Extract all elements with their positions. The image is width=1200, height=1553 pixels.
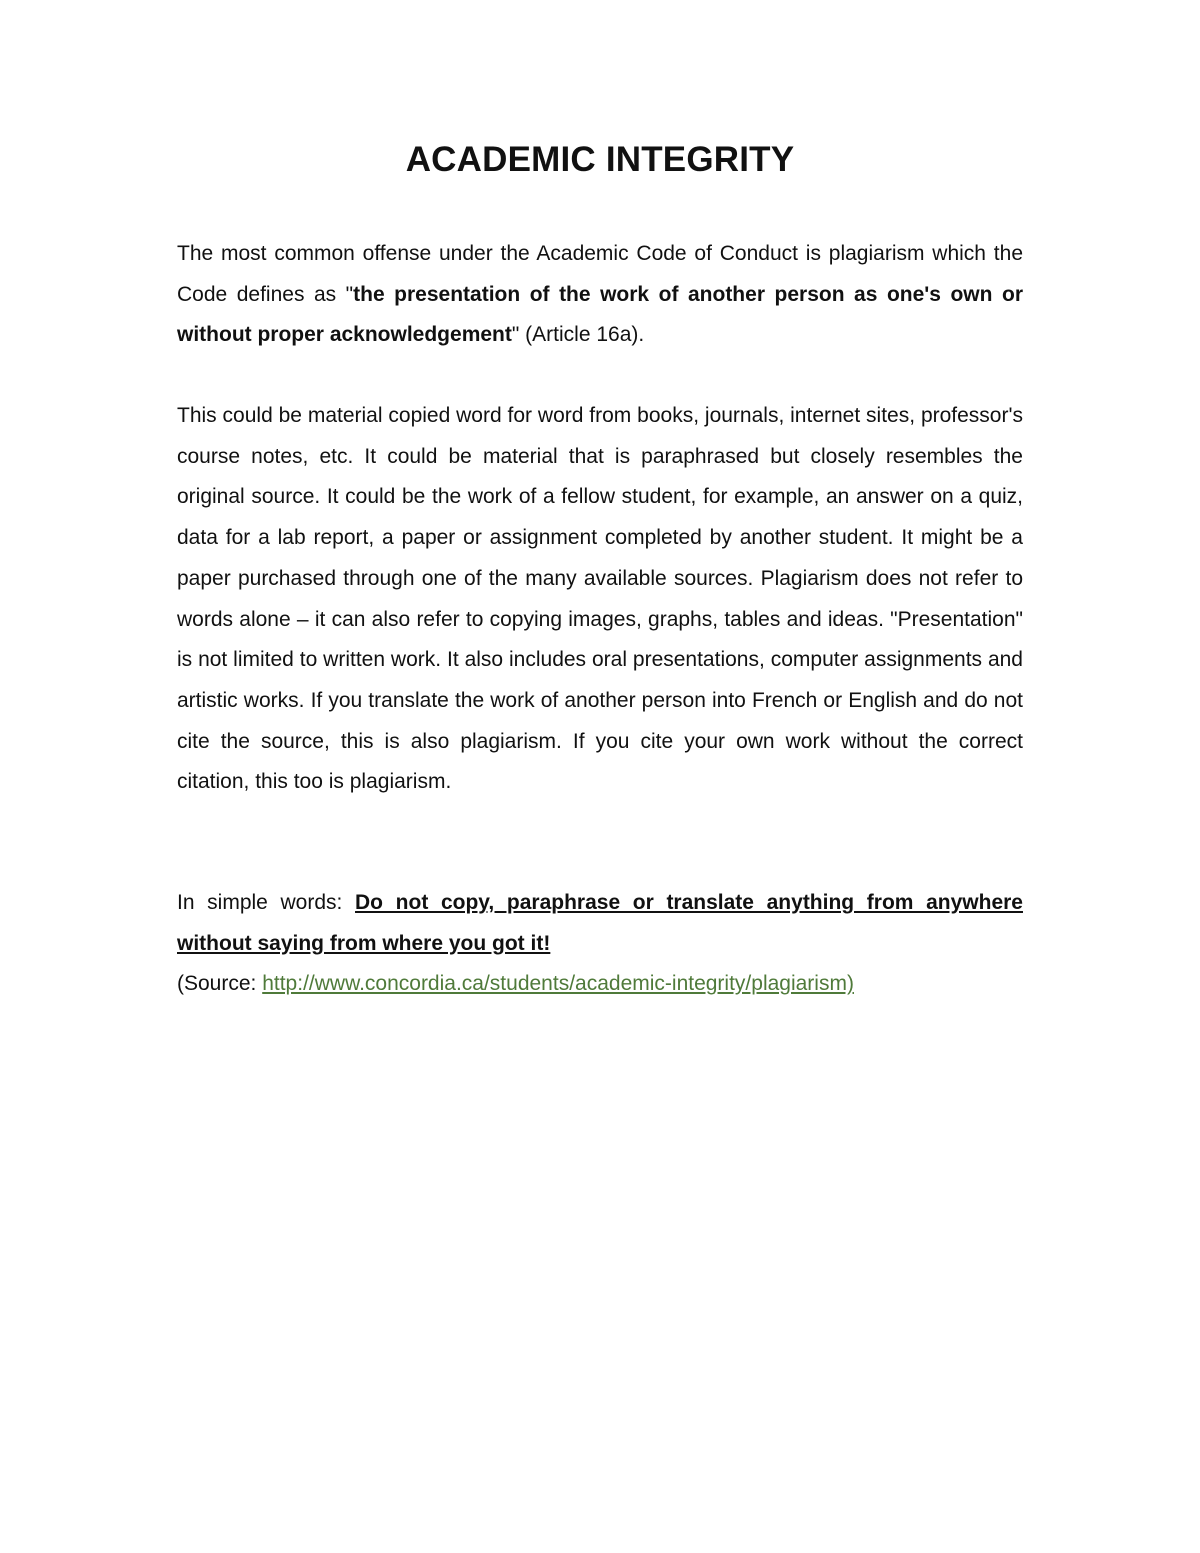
definition-quote: the presentation of the work of another person as one's own or without proper acknowledgement xyxy=(177,282,1023,347)
definition-paragraph xyxy=(177,234,1023,356)
source-line xyxy=(177,964,1023,1005)
definition-intro: The most common offense under the Academic Code of Conduct is plagiarism which the Code defines as " xyxy=(177,242,1023,306)
summary-emphasis: Do not copy, paraphrase or translate anything from anywhere without saying from where you got it! xyxy=(177,891,1023,955)
summary-lead: In simple words: xyxy=(177,891,356,914)
source-link[interactable]: http://www.concordia.ca/students/academic-integrity/plagiarism) xyxy=(262,972,854,995)
explanation-paragraph: This could be material copied word for word from books, journals, internet sites, professor's course notes, etc. It could be material that is paraphrased but closely resembles the original source. It could be the work of a fellow student, for example, an answer on a quiz, data for a lab report, a paper or assignment completed by another student. It might be a paper purchased through one of the many available sources. Plagiarism does not refer to words alone – it can also refer to copying images, graphs, tables and ideas. "Presentation" is not limited to written work. It also includes oral presentations, computer assignments and artistic works. If you translate the work of another person into French or English and do not cite the source, this is also plagiarism. If you cite your own work without the correct citation, this too is plagiarism. xyxy=(177,404,1023,794)
page-title: ACADEMIC INTEGRITY xyxy=(405,140,795,179)
definition-article: " (Article 16a). xyxy=(511,323,645,347)
summary-paragraph xyxy=(177,883,1023,964)
source-prefix: (Source: xyxy=(177,972,263,995)
